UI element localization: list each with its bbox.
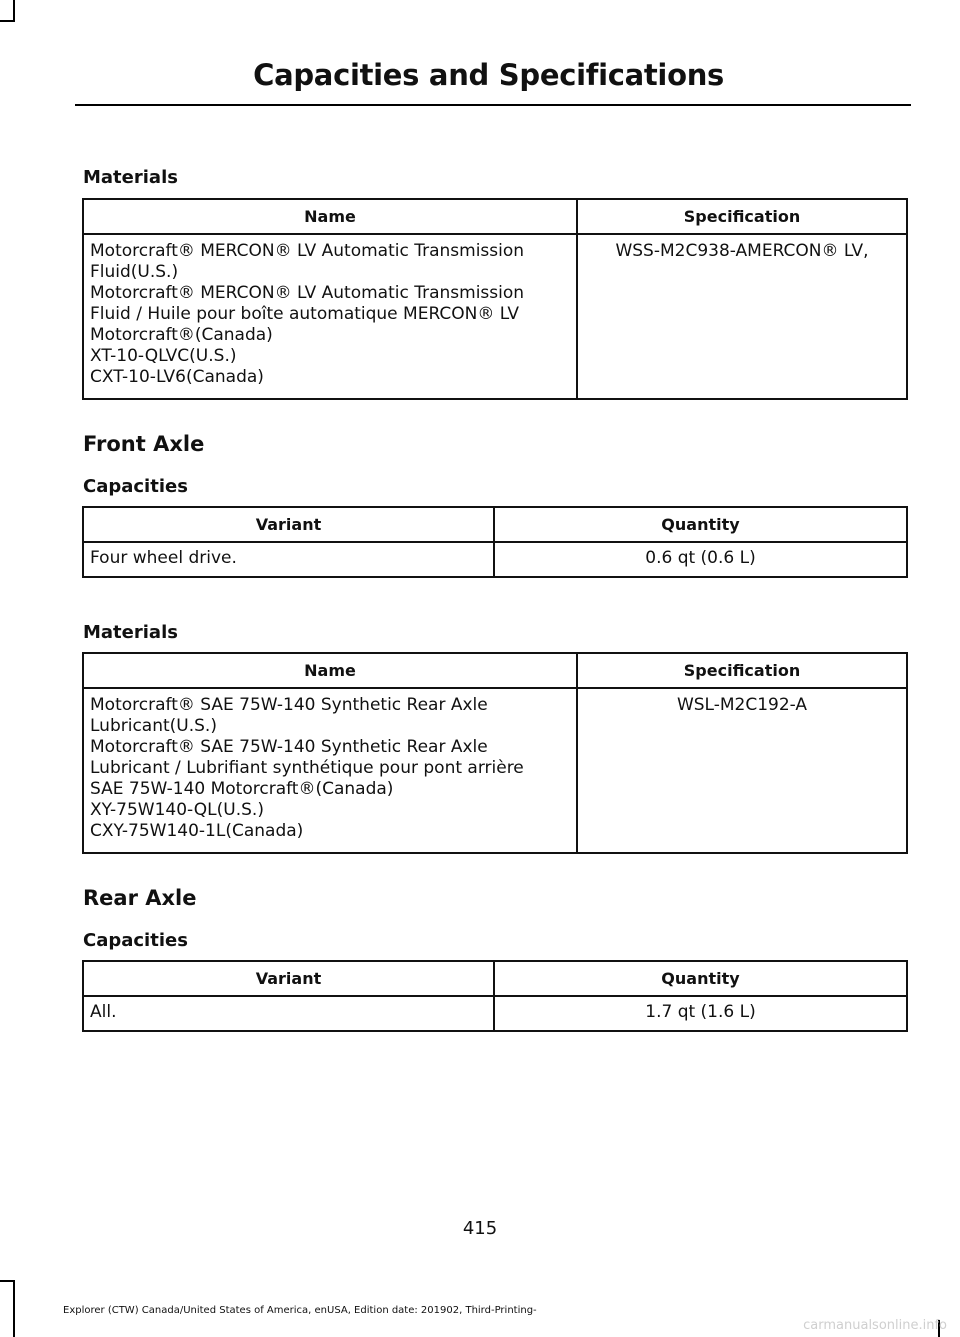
page-title: Capacities and Specifications (253, 58, 724, 92)
material-name-line: XT-10-QLVC(U.S.) (90, 346, 237, 366)
material-name-line: Motorcraft® MERCON® LV Automatic Transmission (90, 241, 525, 261)
capacities-label: Capacities (83, 930, 188, 951)
material-name-line: Lubricant(U.S.) (90, 716, 217, 736)
title-rule (75, 104, 911, 106)
front-axle-heading: Front Axle (83, 432, 205, 456)
material-name-line: Motorcraft® SAE 75W-140 Synthetic Rear Axle (90, 737, 488, 757)
table-row (83, 234, 907, 399)
table-row (83, 996, 907, 1031)
material-name-line: XY-75W140-QL(U.S.) (90, 800, 264, 820)
name-column-header: Name (83, 653, 577, 688)
specification-column-header: Specification (577, 199, 907, 234)
crop-mark (0, 1280, 15, 1282)
table-header-row (83, 507, 907, 542)
materials-label: Materials (83, 622, 178, 643)
variant-column-header: Variant (83, 507, 494, 542)
material-name-line: CXT-10-LV6(Canada) (90, 367, 264, 387)
specification-cell: WSL-M2C192-A (577, 688, 907, 853)
quantity-column-header: Quantity (494, 961, 907, 996)
table-header-row (83, 653, 907, 688)
table-row (83, 542, 907, 577)
quantity-column-header: Quantity (494, 507, 907, 542)
material-name-line: Motorcraft® SAE 75W-140 Synthetic Rear Axle (90, 695, 488, 715)
watermark: carmanualsonline.info (803, 1318, 947, 1333)
variant-column-header: Variant (83, 961, 494, 996)
crop-mark (13, 1280, 15, 1337)
material-name-cell (83, 688, 577, 853)
specification-column-header: Specification (577, 653, 907, 688)
rear-axle-capacities-table (82, 960, 908, 1032)
rear-axle-heading: Rear Axle (83, 886, 197, 910)
material-name-line: Motorcraft® MERCON® LV Automatic Transmission (90, 283, 525, 303)
material-name-line: SAE 75W-140 Motorcraft®(Canada) (90, 779, 394, 799)
material-name-line: Fluid(U.S.) (90, 262, 179, 282)
materials-label: Materials (83, 167, 178, 188)
crop-mark (0, 20, 15, 22)
footer-edition-info: Explorer (CTW) Canada/United States of America, enUSA, Edition date: 201902, Third-Printing- (63, 1305, 537, 1316)
material-name-cell (83, 234, 577, 399)
front-axle-materials-table (82, 652, 908, 854)
materials-table-transmission (82, 198, 908, 400)
front-axle-capacities-table (82, 506, 908, 578)
table-row (83, 688, 907, 853)
variant-cell: All. (83, 996, 494, 1031)
name-column-header: Name (83, 199, 577, 234)
table-header-row (83, 961, 907, 996)
material-name-line: Motorcraft®(Canada) (90, 325, 273, 345)
table-header-row (83, 199, 907, 234)
crop-mark (13, 0, 15, 22)
quantity-cell: 0.6 qt (0.6 L) (494, 542, 907, 577)
material-name-line: CXY-75W140-1L(Canada) (90, 821, 304, 841)
page-number: 415 (462, 1218, 498, 1239)
specification-cell: WSS-M2C938-AMERCON® LV, (577, 234, 907, 399)
material-name-line: Fluid / Huile pour boîte automatique MERCON® LV (90, 304, 520, 324)
variant-cell: Four wheel drive. (83, 542, 494, 577)
quantity-cell: 1.7 qt (1.6 L) (494, 996, 907, 1031)
capacities-label: Capacities (83, 476, 188, 497)
material-name-line: Lubricant / Lubrifiant synthétique pour pont arrière (90, 758, 524, 778)
